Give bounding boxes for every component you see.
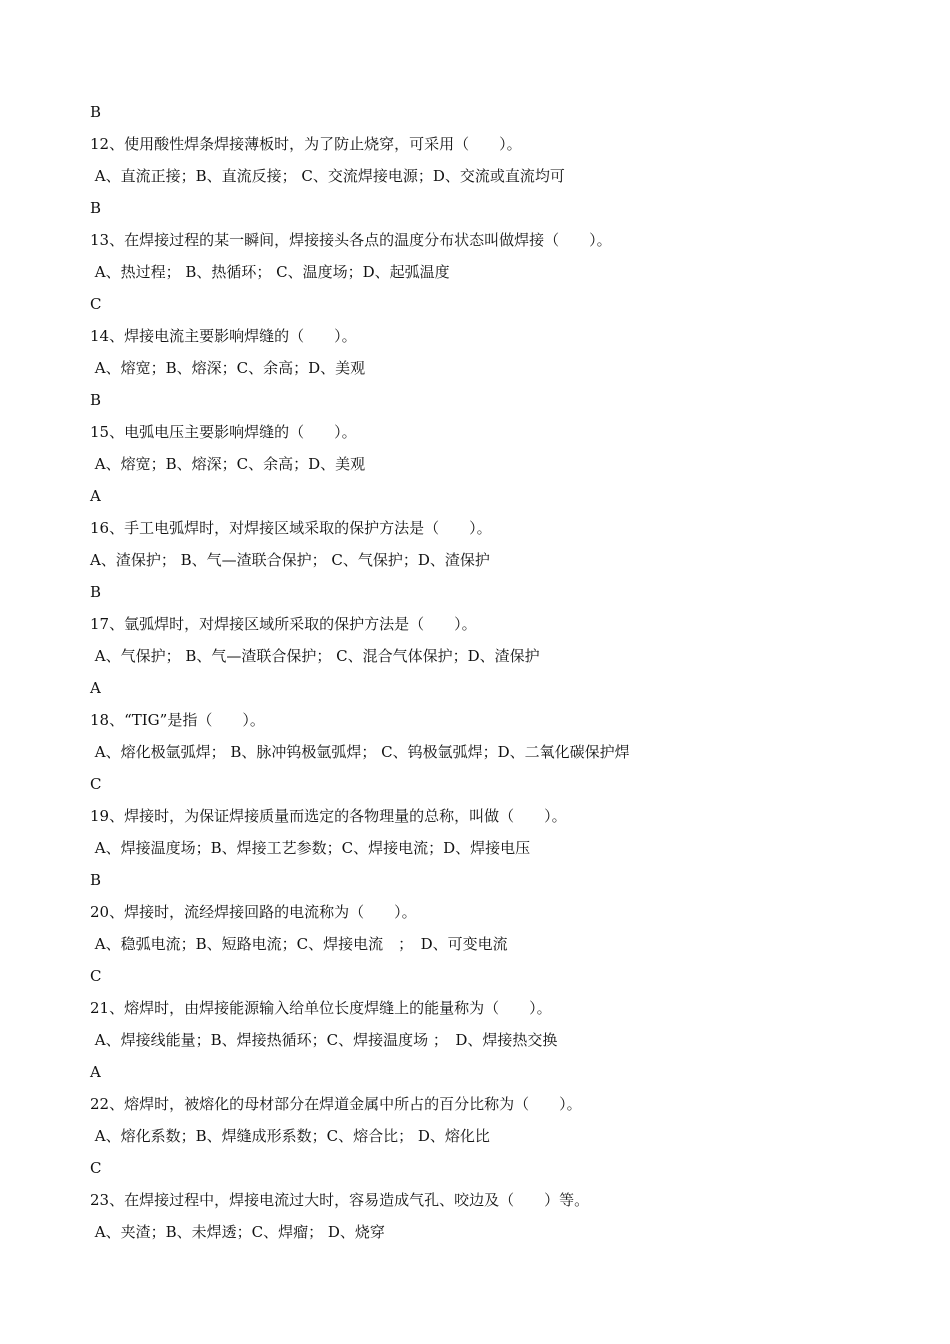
answer-20: C: [90, 967, 102, 985]
question-16: 16、手工电弧焊时，对焊接区域采取的保护方法是（ ）。: [90, 519, 492, 537]
question-20: 20、焊接时，流经焊接回路的电流称为（ ）。: [90, 903, 417, 921]
question-17: 17、氩弧焊时，对焊接区域所采取的保护方法是（ ）。: [90, 615, 477, 633]
options-19: A、焊接温度场；B、焊接工艺参数；C、焊接电流；D、焊接电压: [90, 839, 531, 857]
options-13: A、热过程； B、热循环； C、温度场；D、起弧温度: [90, 263, 450, 281]
options-12: A、直流正接；B、直流反接； C、交流焊接电源；D、交流或直流均可: [90, 167, 565, 185]
question-23: 23、在焊接过程中，焊接电流过大时，容易造成气孔、咬边及（ ）等。: [90, 1191, 590, 1209]
question-22: 22、熔焊时，被熔化的母材部分在焊道金属中所占的百分比称为（ ）。: [90, 1095, 582, 1113]
options-16: A、渣保护； B、气—渣联合保护； C、气保护；D、渣保护: [90, 551, 490, 569]
answer-line: B: [90, 103, 102, 121]
options-18: A、熔化极氩弧焊； B、脉冲钨极氩弧焊； C、钨极氩弧焊；D、二氧化碳保护焊: [90, 743, 630, 761]
question-21: 21、熔焊时，由焊接能源输入给单位长度焊缝上的能量称为（ ）。: [90, 999, 552, 1017]
answer-21: A: [90, 1063, 101, 1081]
question-15: 15、电弧电压主要影响焊缝的（ ）。: [90, 423, 357, 441]
question-19: 19、焊接时，为保证焊接质量而选定的各物理量的总称，叫做（ ）。: [90, 807, 567, 825]
answer-12: B: [90, 199, 102, 217]
answer-17: A: [90, 679, 101, 697]
options-21: A、焊接线能量；B、焊接热循环；C、焊接温度场 ； D、焊接热交换: [90, 1031, 558, 1049]
answer-15: A: [90, 487, 101, 505]
answer-13: C: [90, 295, 102, 313]
question-12: 12、使用酸性焊条焊接薄板时，为了防止烧穿，可采用（ ）。: [90, 135, 522, 153]
answer-22: C: [90, 1159, 102, 1177]
options-17: A、气保护； B、气—渣联合保护； C、混合气体保护；D、渣保护: [90, 647, 540, 665]
options-23: A、夹渣；B、未焊透；C、焊瘤； D、烧穿: [90, 1223, 385, 1241]
answer-18: C: [90, 775, 102, 793]
answer-16: B: [90, 583, 102, 601]
answer-14: B: [90, 391, 102, 409]
answer-19: B: [90, 871, 102, 889]
options-20: A、稳弧电流；B、短路电流；C、焊接电流 ； D、可变电流: [90, 935, 508, 953]
question-list: [90, 96, 870, 1248]
options-15: A、熔宽；B、熔深；C、余高；D、美观: [90, 455, 366, 473]
question-14: 14、焊接电流主要影响焊缝的（ ）。: [90, 327, 357, 345]
options-14: A、熔宽；B、熔深；C、余高；D、美观: [90, 359, 366, 377]
options-22: A、熔化系数；B、焊缝成形系数；C、熔合比； D、熔化比: [90, 1127, 490, 1145]
question-18: 18、“TIG”是指（ ）。: [90, 711, 265, 729]
question-13: 13、在焊接过程的某一瞬间，焊接接头各点的温度分布状态叫做焊接（ ）。: [90, 231, 612, 249]
